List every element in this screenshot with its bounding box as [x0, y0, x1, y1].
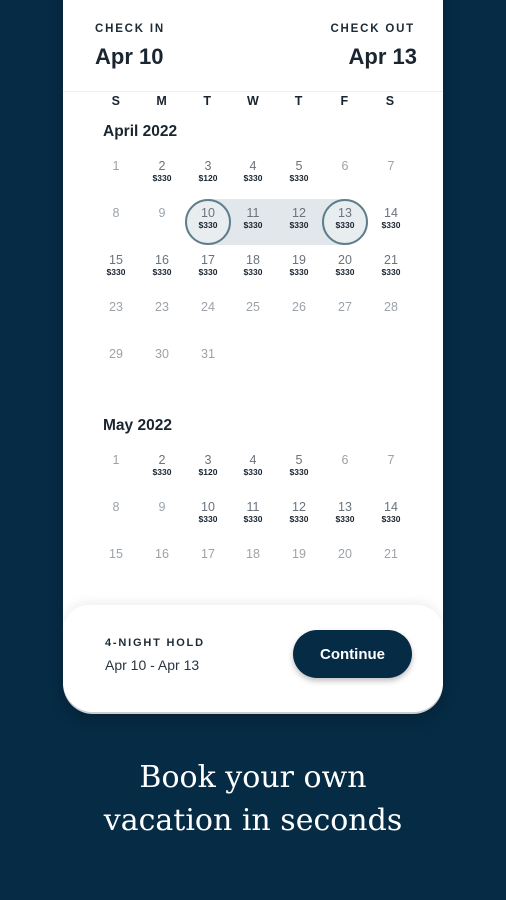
day-number: 6: [341, 453, 349, 467]
day-number: 27: [338, 300, 352, 314]
day-price: $330: [243, 514, 263, 524]
day-number: 29: [109, 347, 123, 361]
day-number: 9: [158, 206, 166, 220]
day-number: 20: [338, 547, 352, 561]
calendar-day[interactable]: [368, 451, 414, 491]
day-number: 26: [292, 300, 306, 314]
calendar-day[interactable]: [322, 157, 368, 197]
calendar-day[interactable]: [276, 204, 322, 244]
calendar-day[interactable]: [230, 498, 276, 538]
day-number: 12: [292, 500, 306, 514]
calendar-day[interactable]: [93, 204, 139, 244]
day-number: 4: [249, 453, 257, 467]
calendar-day[interactable]: [139, 251, 185, 291]
day-number: 15: [109, 547, 123, 561]
day-number: 3: [204, 453, 212, 467]
calendar-day[interactable]: [322, 545, 368, 585]
day-number: 17: [201, 547, 215, 561]
day-number: 20: [338, 253, 352, 267]
day-price: $120: [198, 467, 218, 477]
day-number: 31: [201, 347, 215, 361]
calendar-day[interactable]: [93, 157, 139, 197]
day-price: $120: [198, 173, 218, 183]
day-number: 21: [384, 547, 398, 561]
calendar-day[interactable]: [185, 298, 231, 338]
check-out-label: CHECK OUT: [330, 23, 415, 35]
day-number: 18: [246, 253, 260, 267]
calendar-day[interactable]: [93, 251, 139, 291]
weekday-label: F: [340, 94, 349, 108]
day-price: $330: [198, 267, 218, 277]
calendar-day[interactable]: [230, 204, 276, 244]
day-number: 23: [155, 300, 169, 314]
calendar-day[interactable]: [276, 157, 322, 197]
calendar-day[interactable]: [185, 545, 231, 585]
day-number: 7: [387, 453, 395, 467]
day-number: 19: [292, 253, 306, 267]
calendar-day[interactable]: [185, 204, 231, 244]
day-number: 17: [201, 253, 215, 267]
calendar-day[interactable]: [368, 251, 414, 291]
day-number: 11: [246, 500, 260, 514]
calendar-day[interactable]: [276, 451, 322, 491]
day-price: $330: [198, 514, 218, 524]
day-price: $330: [335, 267, 355, 277]
day-number: 14: [384, 206, 398, 220]
calendar-day[interactable]: [185, 251, 231, 291]
day-price: $330: [335, 514, 355, 524]
day-number: 15: [109, 253, 123, 267]
day-number: 7: [387, 159, 395, 173]
calendar-day[interactable]: [93, 345, 139, 385]
day-number: 13: [338, 206, 352, 220]
day-price: $330: [381, 220, 401, 230]
weekday-row: [93, 94, 413, 108]
day-number: 5: [295, 453, 303, 467]
day-number: 1: [112, 453, 120, 467]
calendar-day[interactable]: [93, 545, 139, 585]
day-number: 8: [112, 500, 120, 514]
day-price: $330: [243, 267, 263, 277]
weekday-label: T: [294, 94, 303, 108]
calendar-day[interactable]: [322, 204, 368, 244]
day-price: $330: [106, 267, 126, 277]
day-price: $330: [289, 267, 309, 277]
calendar-day[interactable]: [368, 204, 414, 244]
calendar-day[interactable]: [93, 451, 139, 491]
calendar-day[interactable]: [230, 157, 276, 197]
day-price: $330: [381, 267, 401, 277]
day-price: $330: [289, 220, 309, 230]
check-out-date[interactable]: Apr 13: [348, 44, 417, 69]
calendar-day[interactable]: [368, 498, 414, 538]
calendar-day[interactable]: [322, 251, 368, 291]
calendar-day[interactable]: [322, 498, 368, 538]
calendar-day[interactable]: [276, 298, 322, 338]
day-number: 3: [204, 159, 212, 173]
day-price: $330: [152, 467, 172, 477]
booking-footer: [63, 605, 443, 712]
calendar-day[interactable]: [276, 545, 322, 585]
day-number: 10: [201, 206, 215, 220]
date-header: [63, 0, 443, 108]
weekday-label: M: [156, 94, 167, 108]
calendar-day[interactable]: [185, 451, 231, 491]
calendar-day[interactable]: [93, 298, 139, 338]
tagline-line-2: vacation in seconds: [103, 803, 403, 838]
day-number: 30: [155, 347, 169, 361]
tagline-line-1: Book your own: [139, 760, 367, 795]
day-number: 16: [155, 547, 169, 561]
marketing-tagline: [0, 756, 506, 842]
day-number: 25: [246, 300, 260, 314]
day-number: 11: [246, 206, 260, 220]
day-number: 21: [384, 253, 398, 267]
day-number: 12: [292, 206, 306, 220]
day-number: 8: [112, 206, 120, 220]
weekday-label: W: [247, 94, 259, 108]
check-in-label: CHECK IN: [95, 23, 165, 35]
day-price: $330: [198, 220, 218, 230]
phone-screen: [63, 0, 443, 712]
calendar-day[interactable]: [185, 157, 231, 197]
calendar-day[interactable]: [368, 545, 414, 585]
day-number: 13: [338, 500, 352, 514]
calendar-day[interactable]: [139, 204, 185, 244]
hold-label: 4-NIGHT HOLD: [105, 637, 205, 649]
day-price: $330: [243, 173, 263, 183]
calendar-day[interactable]: [230, 251, 276, 291]
day-number: 5: [295, 159, 303, 173]
calendar-day[interactable]: [230, 545, 276, 585]
calendar-day[interactable]: [139, 298, 185, 338]
day-price: $330: [289, 467, 309, 477]
calendar-day[interactable]: [276, 251, 322, 291]
month-title: May 2022: [103, 417, 172, 434]
day-number: 4: [249, 159, 257, 173]
day-price: $330: [152, 267, 172, 277]
day-number: 24: [201, 300, 215, 314]
day-price: $330: [289, 514, 309, 524]
day-price: $330: [243, 220, 263, 230]
weekday-label: S: [385, 94, 395, 108]
check-in-date[interactable]: Apr 10: [95, 44, 164, 69]
day-number: 9: [158, 500, 166, 514]
day-number: 10: [201, 500, 215, 514]
day-number: 6: [341, 159, 349, 173]
day-number: 18: [246, 547, 260, 561]
calendar-day[interactable]: [185, 345, 231, 385]
day-number: 2: [158, 159, 166, 173]
calendar-day[interactable]: [139, 498, 185, 538]
calendar-day[interactable]: [322, 451, 368, 491]
day-number: 14: [384, 500, 398, 514]
day-number: 23: [109, 300, 123, 314]
calendar-day[interactable]: [368, 157, 414, 197]
day-number: 19: [292, 547, 306, 561]
calendar-day[interactable]: [139, 345, 185, 385]
calendar-day[interactable]: [368, 298, 414, 338]
day-number: 28: [384, 300, 398, 314]
day-number: 2: [158, 453, 166, 467]
calendar-day[interactable]: [230, 451, 276, 491]
day-price: $330: [335, 220, 355, 230]
day-number: 1: [112, 159, 120, 173]
day-price: $330: [289, 173, 309, 183]
day-price: $330: [381, 514, 401, 524]
month-title: April 2022: [103, 123, 178, 140]
calendar-day[interactable]: [139, 157, 185, 197]
weekday-label: T: [203, 94, 212, 108]
hold-date-range: Apr 10 - Apr 13: [105, 657, 200, 673]
calendar-day[interactable]: [139, 545, 185, 585]
calendar-day[interactable]: [230, 298, 276, 338]
weekday-label: S: [111, 94, 121, 108]
continue-button[interactable]: Continue: [293, 630, 412, 678]
day-price: $330: [152, 173, 172, 183]
calendar-day[interactable]: [93, 498, 139, 538]
calendar-day[interactable]: [185, 498, 231, 538]
day-number: 16: [155, 253, 169, 267]
day-price: $330: [243, 467, 263, 477]
calendar-day[interactable]: [276, 498, 322, 538]
calendar-day[interactable]: [322, 298, 368, 338]
calendar-day[interactable]: [139, 451, 185, 491]
